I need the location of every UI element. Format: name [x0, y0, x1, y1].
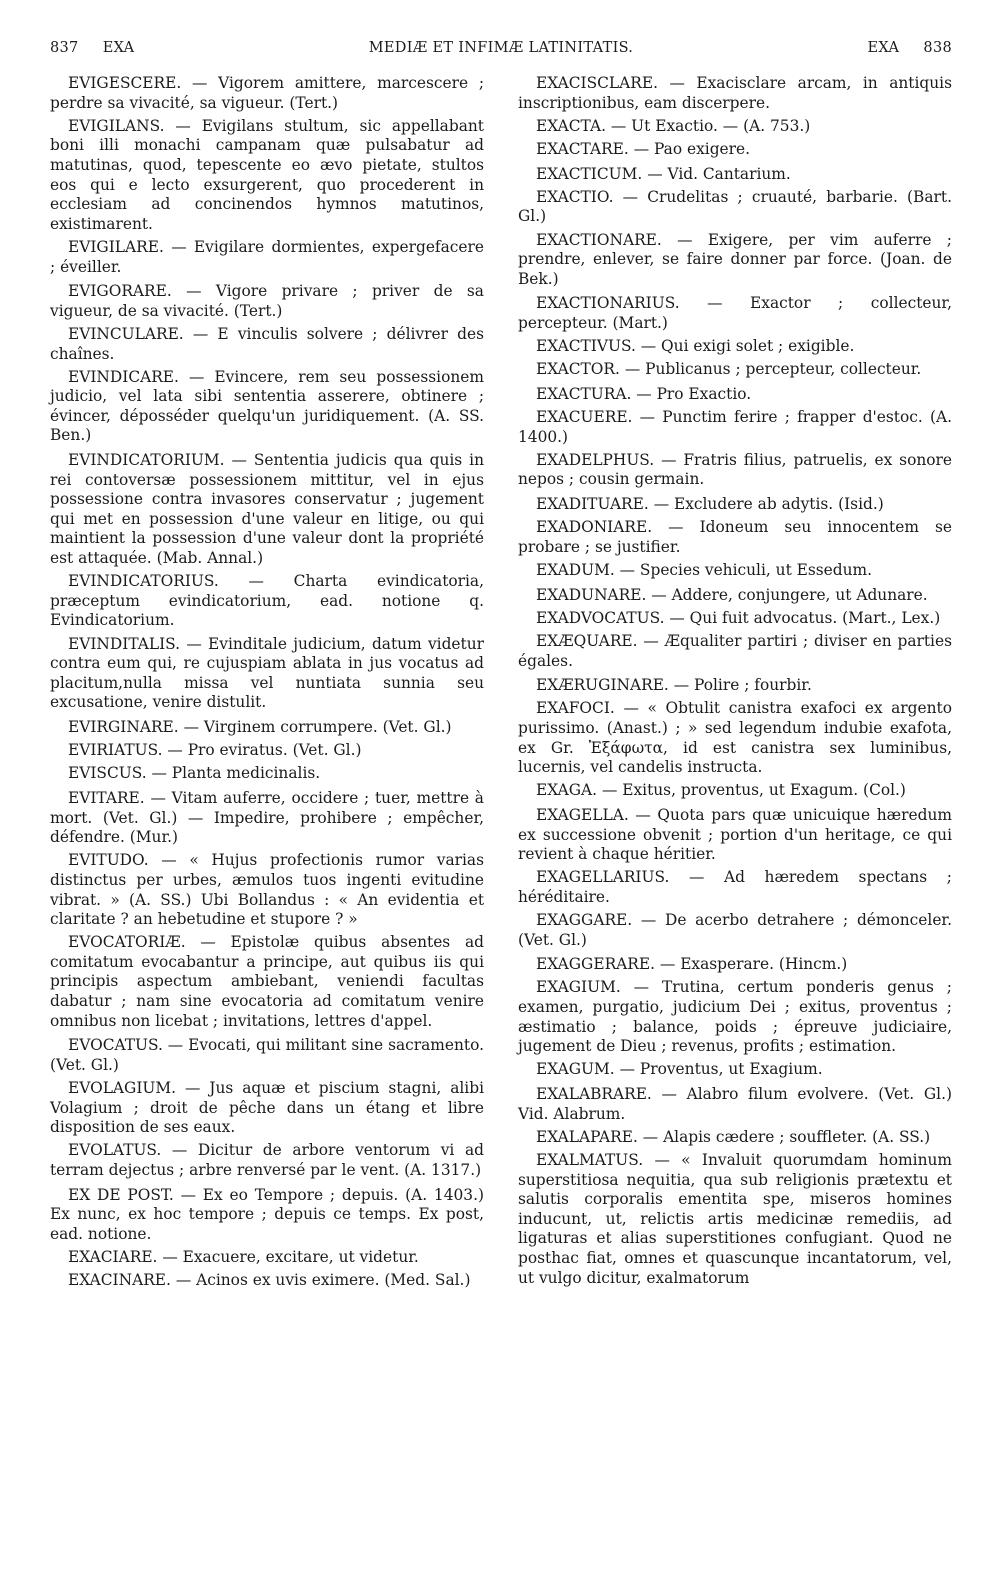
entry-headword: EXAGUM.	[536, 1060, 615, 1079]
entry-definition: — Virginem corrumpere. (Vet. Gl.)	[183, 717, 452, 736]
dictionary-entry	[50, 368, 484, 446]
entry-definition: — E vinculis solvere ; délivrer des chaînes.	[50, 324, 484, 363]
dictionary-entry	[518, 806, 952, 865]
dictionary-entry	[518, 74, 952, 113]
entry-headword: EVITARE.	[68, 788, 145, 807]
entry-headword: EXADVOCATUS.	[536, 608, 665, 627]
dictionary-entry	[518, 586, 952, 606]
entry-definition: — Exasperare. (Hincm.)	[659, 955, 848, 974]
entry-definition: — Sententia judicis qua quis in rei contoversæ possessionem mittitur, vel in ejus possessione contra invasores conservatur ; jugement qui met en possession d'une valeur en litige, ou qui maintient la possession d'une valeur dont la propriété est attaquée. (Mab. Annal.)	[50, 451, 484, 568]
dictionary-entry	[50, 718, 484, 738]
page-title: MEDIÆ ET INFIMÆ LATINITATIS.	[368, 40, 634, 56]
dictionary-entry	[518, 165, 952, 185]
entry-headword: EXADITUARE.	[536, 495, 649, 514]
entry-definition: — Charta evindicatoria, præceptum evindicatorium, ead. notione q. Evindicatorium.	[50, 572, 484, 630]
dictionary-entry	[518, 231, 952, 290]
entry-definition: — Pao exigere.	[633, 139, 751, 158]
entry-headword: EXACUERE.	[536, 408, 633, 427]
dictionary-entry	[50, 1036, 484, 1075]
entry-headword: EVIGORARE.	[68, 282, 172, 301]
entry-headword: EXACIARE.	[68, 1247, 158, 1266]
dictionary-entry	[50, 635, 484, 713]
entry-definition: — Alabro filum evolvere. (Vet. Gl.) Vid. Alabrum.	[518, 1085, 952, 1123]
dictionary-entry	[518, 699, 952, 777]
dictionary-entry	[50, 1248, 484, 1268]
entry-headword: EXAGELLA.	[536, 805, 629, 824]
entry-headword: EXACTARE.	[536, 139, 629, 158]
entry-definition: — Pro eviratus. (Vet. Gl.)	[167, 741, 362, 760]
entry-definition: — Evincere, rem seu possessionem judicio, vel lata sibi sententia asserere, obtinere ; évincer, déposséder quelqu'un juridiquement. (A. SS. Ben.)	[50, 367, 484, 445]
entry-headword: EXACTIONARIUS.	[536, 294, 680, 313]
entry-headword: EXALABRARE.	[536, 1085, 652, 1103]
entry-headword: EX DE POST.	[68, 1185, 174, 1204]
dictionary-entry	[518, 518, 952, 557]
entry-headword: EXADELPHUS.	[536, 450, 655, 469]
dictionary-entry	[518, 609, 952, 629]
entry-headword: EXÆQUARE.	[536, 631, 638, 650]
entry-definition: — « Hujus profectionis rumor varias distinctus per urbes, æmulos tuos ingenti evitudine vibrat. » (A. SS.) Ubi Bollandus : « An evidentia et claritate ? an hebetudine et stupore ? »	[50, 851, 484, 929]
entry-headword: EXADUNARE.	[536, 585, 647, 604]
dictionary-entry	[518, 978, 952, 1056]
dictionary-entry	[518, 911, 952, 950]
entry-headword: EXADONIARE.	[536, 518, 653, 537]
header-abbr-left: EXA	[102, 40, 135, 56]
entry-headword: EVOLATUS.	[68, 1141, 162, 1160]
entry-definition: — Pro Exactio.	[636, 384, 752, 403]
dictionary-entry	[50, 933, 484, 1031]
entry-headword: EXACTA.	[536, 116, 606, 135]
entry-definition: — Quota pars quæ unicuique hæredum ex successione obvenit ; portion d'un heritage, ce qui revient à chaque héritier.	[518, 805, 952, 864]
entry-headword: EXACTIVUS.	[536, 337, 636, 356]
dictionary-entry	[518, 408, 952, 447]
entry-definition: — Æqualiter partiri ; diviser en parties égales.	[518, 631, 952, 670]
dictionary-entry	[518, 561, 952, 581]
entry-definition: — Dicitur de arbore ventorum vi ad terram dejectus ; arbre renversé par le vent. (A. 1317.)	[50, 1141, 484, 1179]
dictionary-entry	[518, 1128, 952, 1148]
dictionary-entry	[50, 851, 484, 929]
entry-definition: — Qui fuit advocatus. (Mart., Lex.)	[669, 608, 941, 627]
dictionary-entry	[518, 337, 952, 357]
dictionary-entry	[518, 360, 952, 380]
entry-definition: — Crudelitas ; cruauté, barbarie. (Bart. Gl.)	[518, 187, 952, 226]
dictionary-entry	[518, 1151, 952, 1288]
entry-headword: EVITUDO.	[68, 851, 149, 870]
dictionary-entry	[50, 1079, 484, 1138]
entry-headword: EXACTIO.	[536, 187, 614, 206]
entry-headword: EXAGELLARIUS.	[536, 868, 670, 887]
entry-headword: EXAGGARE.	[536, 911, 633, 930]
dictionary-entry	[50, 282, 484, 321]
dictionary-entry	[50, 1186, 484, 1245]
running-head	[50, 40, 952, 62]
entry-definition: — De acerbo detrahere ; démonceler. (Vet. Gl.)	[518, 911, 952, 949]
entry-definition: — Alapis cædere ; souffleter. (A. SS.)	[642, 1127, 931, 1146]
entry-definition: — Ad hæredem spectans ; héréditaire.	[518, 868, 952, 906]
entry-definition: — « Invaluit quorumdam hominum superstitiosa nequitia, qua sub religionis prætextu et salutis corporalis ementita spe, miseros homines inducunt, ut, relictis artis medicinæ remediis, ad ligaturas et alias superstitiones confugiant. Quod ne posthac fiat, omnes et quascunque incantatorum, vel, ut vulgo dicitur, exalmatorum	[518, 1150, 952, 1287]
entry-definition: — Exigere, per vim auferre ; prendre, enlever, se faire donner par force. (Joan. de Bek.)	[518, 230, 952, 288]
page-number-left: 837	[50, 40, 79, 56]
entry-definition: — Exacisclare arcam, in antiquis inscriptionibus, eam discerpere.	[518, 74, 952, 112]
entry-definition: — Idoneum seu innocentem se probare ; se justifier.	[518, 518, 952, 556]
entry-definition: — Publicanus ; percepteur, collecteur.	[624, 360, 922, 379]
entry-definition: — Polire ; fourbir.	[673, 676, 812, 695]
entry-headword: EXACTOR.	[536, 360, 620, 379]
entry-headword: EXACTURA.	[536, 384, 632, 403]
entry-definition: — Epistolæ quibus absentes ad comitatum evocabantur a principe, aut quibus iis qui principis aspectum ambiebant, veniendi facultas dabatur ; nam sine evocatoria ad comitatum venire omnibus non licebat ; invitations, lettres d'appel.	[50, 933, 484, 1030]
entry-headword: EXÆRUGINARE.	[536, 676, 669, 695]
entry-definition: — Addere, conjungere, ut Adunare.	[651, 585, 928, 604]
right-column	[518, 74, 952, 1296]
entry-definition: — Fratris filius, patruelis, ex sonore nepos ; cousin germain.	[518, 450, 952, 489]
entry-definition: — Exitus, proventus, ut Exagum. (Col.)	[601, 781, 906, 800]
dictionary-entry	[50, 764, 484, 784]
dictionary-entry	[518, 294, 952, 333]
entry-headword: EVOCATUS.	[68, 1036, 163, 1055]
dictionary-entry	[50, 789, 484, 848]
dictionary-entry	[50, 1271, 484, 1291]
entry-headword: EVINDITALIS.	[68, 634, 181, 653]
entry-definition: — Planta medicinalis.	[151, 764, 321, 783]
entry-definition: — Acinos ex uvis eximere. (Med. Sal.)	[175, 1271, 471, 1290]
entry-headword: EXACISCLARE.	[536, 74, 658, 92]
entry-definition: — Jus aquæ et piscium stagni, alibi Volagium ; droit de pêche dans un étang et libre disposition de ses eaux.	[50, 1079, 484, 1137]
dictionary-entry	[518, 632, 952, 671]
dictionary-entry	[50, 325, 484, 364]
entry-headword: EXACTIONARE.	[536, 230, 662, 249]
entry-definition: — Trutina, certum ponderis genus ; examen, purgatio, judicium Dei ; exitus, proventus ; æstimatio ; balance, poids ; épreuve judiciaire, jugement de Dieu ; revenus, profits ; estimation.	[518, 978, 952, 1056]
dictionary-entry	[518, 1085, 952, 1124]
entry-definition: — Species vehiculi, ut Essedum.	[619, 561, 873, 579]
entry-headword: EXAGA.	[536, 781, 598, 800]
entry-headword: EVIGILANS.	[68, 116, 165, 135]
dictionary-entry	[50, 117, 484, 235]
entry-headword: EVIRIATUS.	[68, 741, 163, 760]
entry-headword: EVINCULARE.	[68, 324, 184, 343]
header-abbr-right: EXA	[867, 40, 900, 56]
dictionary-entry	[518, 495, 952, 515]
entry-headword: EVIRGINARE.	[68, 717, 179, 736]
entry-headword: EXACTICUM.	[536, 164, 643, 183]
entry-headword: EVOLAGIUM.	[68, 1079, 177, 1098]
entry-definition: — Evinditale judicium, datum videtur contra eum qui, re cujuspiam ablata in jus vocatus ad placitum,nulla missa vel nuntiata sunnia seu excusatione, venire distulit.	[50, 634, 484, 712]
dictionary-entry	[50, 74, 484, 113]
entry-definition: — Evigilare dormientes, expergefacere ; éveiller.	[50, 237, 484, 276]
entry-headword: EXACINARE.	[68, 1271, 171, 1290]
entry-definition: — « Obtulit canistra exafoci ex argento purissimo. (Anast.) ; » sed legendum indubie exafota, ex Gr. Ἐξάφωτα, id est canistra sex luminibus, lucernis, vel candelis instructa.	[518, 699, 952, 777]
page-number-right: 838	[923, 40, 952, 56]
entry-definition: — Ex eo Tempore ; depuis. (A. 1403.) Ex nunc, ex hoc tempore ; depuis ce temps. Ex post, ead. notione.	[50, 1185, 484, 1243]
entry-headword: EXALAPARE.	[536, 1127, 638, 1146]
entry-headword: EVIGESCERE.	[68, 74, 182, 92]
entry-definition: — Punctim ferire ; frapper d'estoc. (A. 1400.)	[518, 408, 952, 446]
dictionary-entry	[50, 238, 484, 277]
left-column	[50, 74, 484, 1296]
dictionary-entry	[518, 188, 952, 227]
entry-definition: — Vitam auferre, occidere ; tuer, mettre à mort. (Vet. Gl.) — Impedire, prohibere ; empêcher, défendre. (Mur.)	[50, 788, 484, 847]
dictionary-entry	[518, 140, 952, 160]
entry-headword: EVINDICATORIUM.	[68, 451, 225, 470]
entry-definition: — Ut Exactio. — (A. 753.)	[610, 116, 811, 135]
dictionary-entry	[518, 451, 952, 490]
entry-headword: EVISCUS.	[68, 764, 147, 783]
dictionary-entry	[518, 955, 952, 975]
entry-definition: — Vigore privare ; priver de sa vigueur, de sa vivacité. (Tert.)	[50, 282, 484, 320]
entry-headword: EVINDICARE.	[68, 367, 179, 386]
entry-headword: EXAGIUM.	[536, 978, 621, 997]
dictionary-entry	[50, 1141, 484, 1180]
entry-definition: — Excludere ab adytis. (Isid.)	[653, 495, 884, 514]
dictionary-entry	[518, 868, 952, 907]
entry-definition: — Evocati, qui militant sine sacramento. (Vet. Gl.)	[50, 1036, 484, 1074]
dictionary-entry	[518, 676, 952, 696]
dictionary-entry	[50, 572, 484, 631]
dictionary-entry	[518, 117, 952, 137]
entry-headword: EVINDICATORIUS.	[68, 572, 219, 591]
dictionary-entry	[518, 781, 952, 801]
dictionary-entry	[50, 741, 484, 761]
entry-definition: — Vid. Cantarium.	[647, 164, 791, 183]
entry-definition: — Proventus, ut Exagium.	[619, 1060, 823, 1079]
entry-definition: — Vigorem amittere, marcescere ; perdre sa vivacité, sa vigueur. (Tert.)	[50, 74, 484, 112]
entry-headword: EVOCATORIÆ.	[68, 933, 186, 952]
dictionary-entry	[518, 385, 952, 405]
text-columns	[50, 74, 952, 1296]
entry-headword: EXAFOCI.	[536, 699, 615, 718]
dictionary-entry	[518, 1060, 952, 1080]
entry-definition: — Exacuere, excitare, ut videtur.	[162, 1247, 419, 1266]
entry-headword: EXALMATUS.	[536, 1150, 644, 1169]
entry-definition: — Exactor ; collecteur, percepteur. (Mart.)	[518, 294, 952, 332]
entry-headword: EVIGILARE.	[68, 237, 164, 256]
entry-definition: — Qui exigi solet ; exigible.	[640, 337, 855, 356]
dictionary-entry	[50, 451, 484, 569]
entry-definition: — Evigilans stultum, sic appellabant boni illi monachi campanam quæ pulsabatur ad matutinas, quod, tepescente eo ævo pietate, stultos eos qui e lecto exsurgerent, quo procederent in ecclesiam ad concinendos hymnos matutinos, existimarent.	[50, 116, 484, 233]
entry-headword: EXADUM.	[536, 561, 615, 579]
entry-headword: EXAGGERARE.	[536, 955, 655, 974]
